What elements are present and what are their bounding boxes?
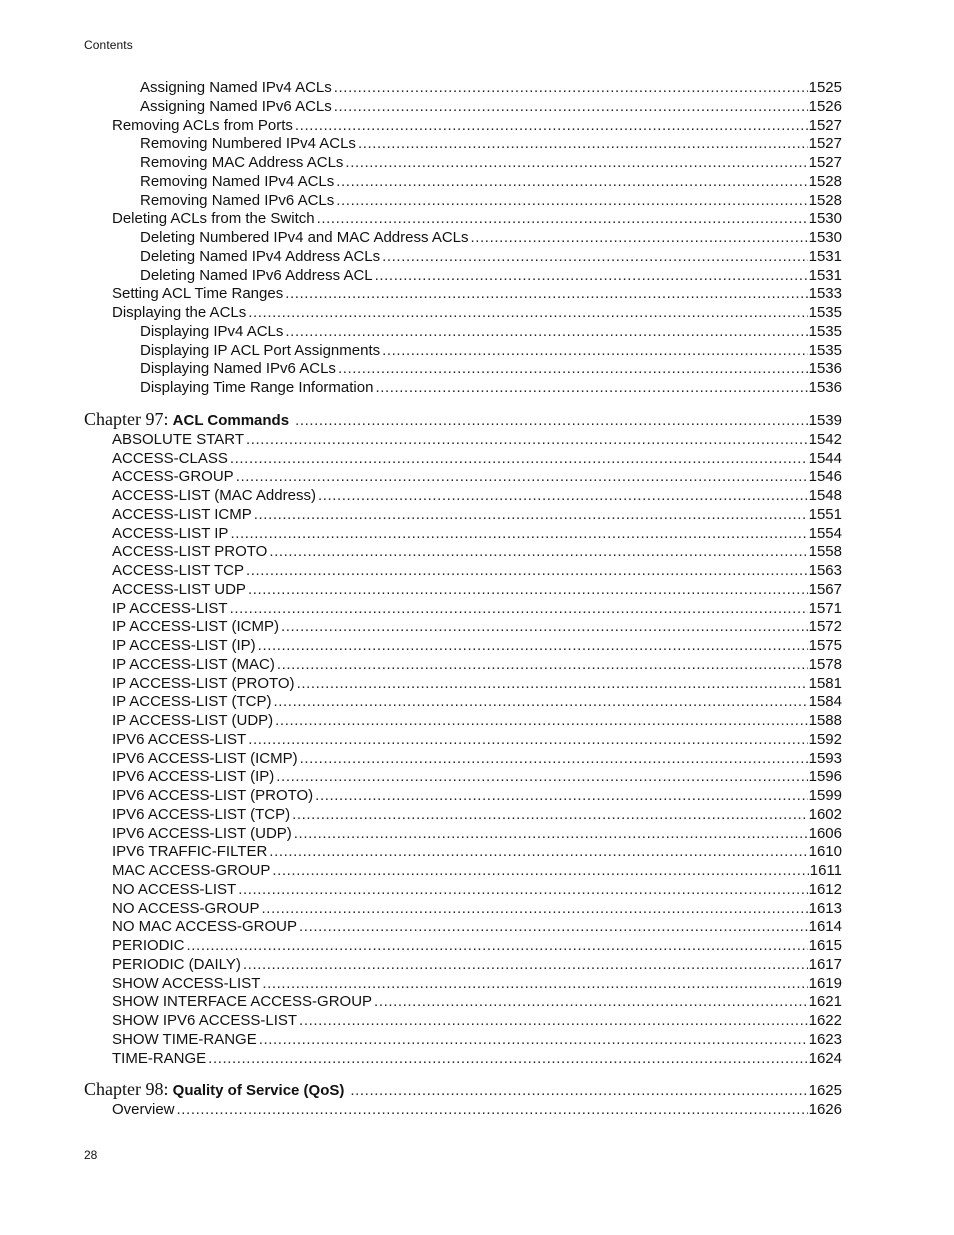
toc-entry-title: IPV6 ACCESS-LIST (TCP) [112, 805, 291, 823]
toc-chapter-heading [84, 1077, 344, 1103]
toc-page-number: 1558 [808, 543, 842, 561]
toc-page-number: 1551 [808, 505, 842, 523]
toc-entry-title: Displaying Time Range Information [140, 379, 374, 396]
toc-entry[interactable] [84, 787, 842, 806]
toc-page-number: 1527 [808, 116, 842, 134]
toc-page-number: 1588 [808, 712, 842, 729]
dot-leader [336, 173, 807, 192]
toc-entry[interactable] [84, 675, 842, 694]
toc-entry[interactable] [84, 154, 842, 173]
toc-entry[interactable] [84, 1031, 842, 1050]
toc-page-number: 1535 [808, 322, 842, 340]
dot-leader [285, 323, 807, 342]
dot-leader [292, 806, 808, 825]
dot-leader [272, 862, 808, 881]
dot-leader [243, 956, 808, 975]
toc-entry[interactable] [84, 431, 842, 450]
toc-page-number: 1584 [808, 693, 842, 711]
dot-leader [336, 192, 807, 211]
toc-entry[interactable] [84, 506, 842, 525]
chapter-number-label: Chapter 98: [84, 1079, 169, 1100]
toc-entry-title: SHOW INTERFACE ACCESS-GROUP [112, 993, 373, 1011]
toc-entry[interactable] [84, 304, 842, 323]
toc-page-number: 1614 [808, 918, 842, 936]
toc-page-number: 1593 [808, 749, 842, 767]
toc-entry-title: IPV6 ACCESS-LIST (UDP) [112, 824, 292, 842]
toc-entry-title: IP ACCESS-LIST (ICMP) [112, 618, 279, 636]
toc-page-number: 1531 [808, 266, 842, 284]
toc-entry[interactable] [84, 173, 842, 192]
dot-leader [258, 637, 808, 656]
toc-entry-title: ACCESS-LIST ICMP [112, 505, 252, 523]
toc-page-number: 1619 [808, 974, 842, 992]
toc-entry[interactable] [84, 210, 842, 229]
toc-page-number: 1530 [808, 229, 842, 246]
dot-leader [230, 525, 807, 544]
dot-leader [358, 135, 808, 154]
dot-leader [262, 975, 807, 994]
toc-entry-title: IPV6 ACCESS-LIST (IP) [112, 768, 275, 786]
toc-page-number: 1606 [808, 824, 842, 842]
dot-leader [208, 1050, 807, 1069]
dot-leader [382, 248, 808, 267]
dot-leader [300, 750, 808, 769]
toc-entry[interactable] [84, 192, 842, 211]
toc-entry-title: Setting ACL Time Ranges [112, 285, 284, 303]
toc-page-number: 1530 [808, 210, 842, 228]
toc-entry[interactable] [84, 937, 842, 956]
toc-entry-title: ACCESS-LIST UDP [112, 580, 246, 598]
toc-page-number: 1623 [808, 1030, 842, 1048]
toc-page-number: 1528 [808, 172, 842, 190]
toc-entry-title: Displaying IP ACL Port Assignments [140, 341, 381, 359]
dot-leader [248, 581, 808, 600]
chapter-title: Quality of Service (QoS) [172, 1082, 345, 1100]
toc-page-number: 1625 [808, 1082, 842, 1100]
toc-chapter-entry[interactable] [84, 407, 842, 431]
toc-entry-title: Removing Named IPv4 ACLs [140, 172, 335, 190]
dot-leader [246, 431, 808, 450]
toc-entry-title: SHOW TIME-RANGE [112, 1030, 257, 1048]
toc-page-number: 1602 [808, 805, 842, 823]
toc-page-number: 1599 [808, 787, 842, 804]
toc-entry[interactable] [84, 323, 842, 342]
toc-entry-title: IPV6 ACCESS-LIST [112, 730, 247, 748]
dot-leader [295, 117, 808, 136]
toc-entry-title: SHOW IPV6 ACCESS-LIST [112, 1012, 298, 1029]
dot-leader [295, 409, 808, 433]
dot-leader [334, 79, 808, 98]
toc-entry[interactable] [84, 843, 842, 862]
dot-leader [374, 993, 808, 1012]
chapter-title: ACL Commands [172, 411, 290, 429]
dot-leader [276, 768, 807, 787]
toc-entry[interactable] [84, 712, 842, 731]
dot-leader [285, 285, 807, 304]
toc-entry[interactable] [84, 98, 842, 117]
dot-leader [350, 1079, 807, 1103]
toc-entry[interactable] [84, 1101, 842, 1120]
dot-leader [230, 600, 808, 619]
toc-page-number: 1535 [808, 304, 842, 321]
dot-leader [259, 1031, 808, 1050]
dot-leader [281, 618, 808, 637]
toc-entry[interactable] [84, 731, 842, 750]
dot-leader [187, 937, 808, 956]
toc-page-number: 1624 [808, 1049, 842, 1067]
toc-entry-title: ACCESS-LIST (MAC Address) [112, 487, 316, 504]
page-number: 28 [84, 1148, 98, 1162]
dot-leader [230, 450, 808, 469]
toc-page-number: 1581 [808, 674, 842, 692]
toc-entry-title: Removing ACLs from Ports [112, 116, 293, 134]
dot-leader [382, 342, 808, 361]
toc-chapter-entry[interactable] [84, 1077, 842, 1101]
toc-page-number: 1615 [808, 937, 842, 954]
toc-page-number: 1539 [808, 411, 842, 429]
toc-entry[interactable] [84, 806, 842, 825]
toc-entry-title: IP ACCESS-LIST [112, 599, 228, 617]
dot-leader [236, 468, 808, 487]
toc-entry-title: PERIODIC [112, 937, 185, 954]
toc-page-number: 1572 [808, 618, 842, 636]
toc-entry-title: TIME-RANGE [112, 1049, 207, 1067]
toc-entry-title: ACCESS-LIST TCP [112, 562, 244, 579]
toc-page-number: 1567 [808, 580, 842, 598]
toc-entry[interactable] [84, 825, 842, 844]
toc-page-number: 1611 [809, 862, 842, 879]
toc-page-number: 1535 [808, 341, 842, 359]
dot-leader [269, 543, 807, 562]
toc-entry[interactable] [84, 342, 842, 361]
toc-entry[interactable] [84, 993, 842, 1012]
chapter-number-label: Chapter 97: [84, 408, 169, 429]
toc-entry-title: Deleting Numbered IPv4 and MAC Address ACLs [140, 229, 469, 246]
toc-entry-title: Removing MAC Address ACLs [140, 154, 344, 171]
toc-entry-title: ACCESS-LIST PROTO [112, 543, 268, 561]
toc-entry[interactable] [84, 693, 842, 712]
toc-page-number: 1610 [808, 843, 842, 861]
toc-entry-title: MAC ACCESS-GROUP [112, 862, 271, 879]
toc-entry-title: NO MAC ACCESS-GROUP [112, 918, 298, 936]
dot-leader [299, 1012, 808, 1031]
toc-page-number: 1554 [808, 524, 842, 542]
toc-entry-title: Deleting Named IPv6 Address ACL [140, 266, 373, 284]
toc-entry-title: SHOW ACCESS-LIST [112, 974, 261, 992]
dot-leader [274, 693, 808, 712]
toc-entry[interactable] [84, 618, 842, 637]
toc-entry[interactable] [84, 487, 842, 506]
toc-page-number: 1536 [808, 360, 842, 378]
dot-leader [334, 98, 808, 117]
running-header: Contents [84, 38, 133, 52]
toc-entry[interactable] [84, 918, 842, 937]
toc-page-number: 1621 [808, 993, 842, 1011]
toc-entry-title: IPV6 ACCESS-LIST (ICMP) [112, 749, 298, 767]
toc-entry[interactable] [84, 248, 842, 267]
toc-entry[interactable] [84, 229, 842, 248]
dot-leader [375, 267, 808, 286]
toc-page-number: 1527 [808, 154, 842, 171]
dot-leader [254, 506, 808, 525]
toc-entry-title: IP ACCESS-LIST (UDP) [112, 712, 274, 729]
dot-leader [269, 843, 807, 862]
dot-leader [299, 918, 808, 937]
dot-leader [248, 304, 807, 323]
toc-entry[interactable] [84, 267, 842, 286]
toc-entry-title: Displaying IPv4 ACLs [140, 322, 284, 340]
toc-entry[interactable] [84, 656, 842, 675]
toc-entry[interactable] [84, 881, 842, 900]
toc-entry[interactable] [84, 360, 842, 379]
dot-leader [297, 675, 808, 694]
toc-entry[interactable] [84, 956, 842, 975]
toc-entry[interactable] [84, 117, 842, 136]
toc-page-number: 1592 [808, 730, 842, 748]
toc-page-number: 1578 [808, 655, 842, 673]
toc-entry[interactable] [84, 900, 842, 919]
toc-page-number: 1548 [808, 487, 842, 504]
toc-page-number: 1542 [808, 430, 842, 448]
toc-page-number: 1526 [808, 97, 842, 115]
toc-entry-title: Removing Named IPv6 ACLs [140, 191, 335, 209]
dot-leader [345, 154, 807, 173]
toc-entry[interactable] [84, 1012, 842, 1031]
toc-page-number: 1533 [808, 285, 842, 303]
dot-leader [246, 562, 808, 581]
dot-leader [375, 379, 807, 398]
dot-leader [277, 656, 808, 675]
toc-page-number: 1596 [808, 768, 842, 786]
toc-entry[interactable] [84, 637, 842, 656]
toc-entry-title: Removing Numbered IPv4 ACLs [140, 135, 356, 153]
toc-entry-title: Deleting Named IPv4 Address ACLs [140, 247, 381, 265]
toc-page-number: 1617 [808, 955, 842, 973]
toc-entry[interactable] [84, 750, 842, 769]
toc-page-number: 1571 [808, 599, 842, 617]
dot-leader [275, 712, 807, 731]
toc-entry[interactable] [84, 525, 842, 544]
toc-entry[interactable] [84, 285, 842, 304]
dot-leader [317, 210, 808, 229]
toc-page-number: 1528 [808, 191, 842, 209]
toc-entry-title: Assigning Named IPv6 ACLs [140, 97, 332, 115]
toc-entry-title: ABSOLUTE START [112, 430, 244, 448]
toc-entry[interactable] [84, 79, 842, 98]
toc-page-number: 1622 [808, 1012, 842, 1029]
toc-page-number: 1626 [808, 1101, 842, 1119]
toc-entry-title: NO ACCESS-GROUP [112, 899, 260, 917]
toc-entry[interactable] [84, 862, 842, 881]
toc-entry-title: IPV6 ACCESS-LIST (PROTO) [112, 787, 314, 804]
toc-entry[interactable] [84, 562, 842, 581]
toc-entry-title: IP ACCESS-LIST (IP) [112, 637, 256, 654]
dot-leader [338, 360, 808, 379]
toc-page-number: 1536 [808, 379, 842, 396]
toc-entry-title: Assigning Named IPv4 ACLs [140, 79, 332, 96]
toc-entry[interactable] [84, 581, 842, 600]
toc-entry-title: Displaying Named IPv6 ACLs [140, 360, 336, 378]
toc-page-number: 1613 [808, 899, 842, 917]
toc-entry[interactable] [84, 379, 842, 398]
toc-page-number: 1527 [808, 135, 842, 153]
toc-entry-title: PERIODIC (DAILY) [112, 955, 241, 973]
toc-entry[interactable] [84, 975, 842, 994]
toc-entry[interactable] [84, 600, 842, 619]
toc-page-number: 1563 [808, 562, 842, 579]
dot-leader [318, 487, 808, 506]
toc-entry-title: ACCESS-CLASS [112, 449, 228, 467]
toc-entry[interactable] [84, 468, 842, 487]
toc-entry[interactable] [84, 135, 842, 154]
toc-entry[interactable] [84, 768, 842, 787]
dot-leader [248, 731, 807, 750]
toc-entry-title: IP ACCESS-LIST (MAC) [112, 655, 275, 673]
toc-entry-title: Overview [112, 1101, 175, 1119]
toc-page-number: 1544 [808, 449, 842, 467]
dot-leader [238, 881, 807, 900]
table-of-contents [84, 79, 842, 1120]
dot-leader [471, 229, 808, 248]
toc-entry[interactable] [84, 1050, 842, 1069]
toc-entry[interactable] [84, 450, 842, 469]
dot-leader [262, 900, 808, 919]
toc-entry-title: IP ACCESS-LIST (PROTO) [112, 674, 295, 692]
toc-entry-title: Deleting ACLs from the Switch [112, 210, 315, 228]
toc-chapter-heading [84, 407, 289, 433]
toc-entry[interactable] [84, 543, 842, 562]
toc-page-number: 1546 [808, 468, 842, 486]
dot-leader [294, 825, 808, 844]
toc-entry-title: ACCESS-LIST IP [112, 524, 229, 542]
toc-page-number: 1525 [808, 79, 842, 96]
toc-entry-title: IP ACCESS-LIST (TCP) [112, 693, 272, 711]
toc-entry-title: Displaying the ACLs [112, 304, 247, 321]
toc-page-number: 1612 [808, 880, 842, 898]
toc-entry-title: IPV6 TRAFFIC-FILTER [112, 843, 268, 861]
dot-leader [177, 1101, 808, 1120]
toc-entry-title: NO ACCESS-LIST [112, 880, 237, 898]
toc-entry-title: ACCESS-GROUP [112, 468, 234, 486]
toc-page-number: 1531 [808, 247, 842, 265]
dot-leader [315, 787, 807, 806]
toc-page-number: 1575 [808, 637, 842, 654]
